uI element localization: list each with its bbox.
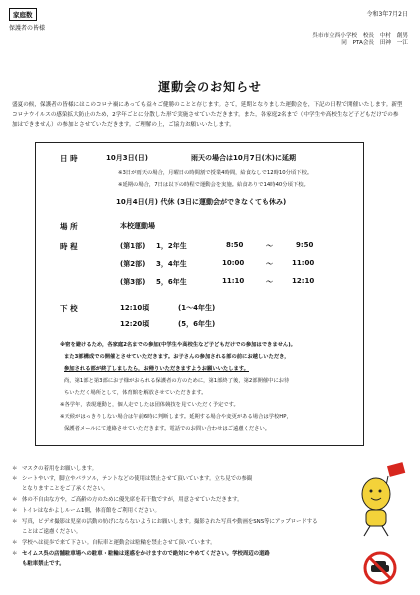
- mascot-eye: [379, 490, 382, 493]
- issue-date: 令和3年7月2日: [366, 11, 408, 18]
- event-details-box: [35, 142, 364, 446]
- sender-school-line: [308, 33, 408, 40]
- box-note: また3部構成での開催とさせていただきます。お子さんの参加される部の前にお越しいただき，: [64, 354, 290, 360]
- bullet-mark: ＊: [12, 551, 18, 557]
- bullet-mark: ＊: [12, 540, 18, 546]
- pta-surname: 田神: [379, 40, 392, 46]
- bullet-mark: ＊: [12, 466, 18, 472]
- schedule-grades: 5，6年生: [156, 278, 187, 286]
- note-item: [12, 528, 81, 537]
- schedule-grades: 3，4年生: [156, 260, 187, 268]
- note-text: 体の不自由な方や，ご高齢の方のために優先席を若干数ですが，用意させていただきます。: [22, 497, 243, 503]
- schedule-end: 11:00: [292, 259, 315, 267]
- note-item: [12, 496, 242, 505]
- box-note: ※各学年，表現運動と，個人走でしたは団体競技を見ていただく予定です。: [60, 402, 239, 408]
- bullet-mark: ＊: [12, 519, 18, 525]
- note-item: [12, 550, 270, 559]
- note-text: 学校へは徒歩で来て下さい。自転車と運動会は駐輪を禁止させて頂いています。: [22, 540, 216, 546]
- sender-block: [308, 33, 408, 47]
- substitute-holiday: 10月4日(月) 代休 (3日に運動会ができなくても休み): [116, 198, 287, 206]
- sender-pta-line: [308, 40, 408, 47]
- note-text: シートやいす，脚立やパラソル，テントなどの使用は禁止させて頂いています。立ち見での参観: [22, 476, 253, 482]
- box-note: 参加される部が終了しましたら，お帰りいただきますようお願いいたします。: [64, 366, 249, 372]
- date-label: 日 時: [60, 154, 78, 163]
- note-text: となりますことをご了承ください。: [22, 486, 109, 492]
- rain-date: 雨天の場合は10月7日(木)に延期: [191, 154, 297, 162]
- dismissal-time: 12:10頃: [120, 304, 150, 312]
- bullet-mark: ＊: [12, 476, 18, 482]
- schedule-end: 9:50: [296, 241, 314, 249]
- schedule-part: (第3部): [120, 278, 146, 286]
- dismissal-time: 12:20頃: [120, 320, 150, 328]
- dismissal-grades: (5，6年生): [178, 320, 216, 328]
- box-note: 尚，第1部と第3部にお子様がおられる保護者の方のために，第1部終了後，第2部開催中にお待: [64, 378, 290, 384]
- schedule-end: 12:10: [292, 277, 315, 285]
- place-value: 本校運動場: [120, 222, 155, 230]
- schedule-part: (第1部): [120, 242, 146, 250]
- pta-title: PTA会長: [352, 40, 375, 46]
- dismissal-label: 下 校: [60, 304, 78, 313]
- principal-surname: 中村: [379, 33, 392, 39]
- mascot-leg: [364, 526, 370, 536]
- event-date: 10月3日(日): [106, 154, 149, 162]
- schedule-start: 8:50: [226, 241, 244, 249]
- schedule-part: (第2部): [120, 260, 146, 268]
- principal-title: 校長: [362, 33, 375, 39]
- mascot-leg: [382, 526, 388, 536]
- note-text: も駐車禁止です。: [22, 561, 65, 567]
- note-item: [12, 465, 97, 474]
- mascot-illustration: [352, 458, 408, 540]
- note-item: [12, 560, 65, 569]
- category-tag: 家庭数: [9, 8, 37, 21]
- box-note: ちいただく場所として，体育館を解放させていただきます。: [64, 390, 207, 396]
- note-text: マスクの着用をお願いします。: [22, 466, 98, 472]
- intro-paragraph: 盛夏の候，保護者の皆様にはこのコロナ禍にあっても益々ご健勝のことと存じます。さて，延期となりました運動会を，下記の日程で開催いたします。新型コロナウイルスの感染拡大防止のため，2学年ごとに分散した形で実施させていただきます。また，各家庭2名まで（中学生や高校生など子どもだけでの参加はできません）の参加とさせていただきます。ご理解の上，ご協力お願いいたします。: [12, 102, 403, 128]
- schedule-grades: 1，2年生: [156, 242, 187, 250]
- bullet-mark: ＊: [12, 508, 18, 514]
- note-item: [12, 485, 108, 494]
- note-item: [12, 507, 160, 516]
- place-label: 場 所: [60, 222, 78, 231]
- mascot-eye: [370, 490, 373, 493]
- same-mark: 同: [341, 40, 347, 46]
- note-text: 写真，ビデオ撮影は児童の活動の妨げにならないようにお願いします。撮影された写真や動画をSNS等にアップロードする: [22, 519, 318, 525]
- note-item: [12, 539, 216, 548]
- schedule-start: 11:10: [222, 277, 245, 285]
- schedule-start: 10:00: [222, 259, 245, 267]
- note-item: [12, 475, 252, 484]
- page-title: 運動会のお知らせ: [158, 80, 262, 94]
- schedule-dash: 〜: [266, 242, 273, 250]
- box-note: ※密を避けるため，各家庭2名までの参加(中学生や高校生など子どもだけでの参加はできません)。: [60, 342, 296, 348]
- schedule-dash: 〜: [266, 260, 273, 268]
- mascot-head: [362, 478, 390, 510]
- schedule-dash: 〜: [266, 278, 273, 286]
- box-note: 保護者メールにて連絡させていただきます。電話でのお問い合わせはご遠慮ください。: [64, 426, 271, 432]
- note-text: ことはご遠慮ください。: [22, 529, 82, 535]
- recipient: 保護者の皆様: [9, 25, 46, 32]
- note-text: セイムス呉の店舗駐車場への駐車・駐輪は迷惑をかけますので絶対にやめてください。学校周辺の道路: [22, 551, 270, 557]
- box-note: ※天候がはっきりしない場合は午前6時に判断します。延期する場合や変更がある場合は学校HP，: [60, 414, 292, 420]
- pta-given-name: 一江: [396, 40, 408, 46]
- date-note-2: ※延期の場合，7日は以下の時程で運動会を実施。給食ありで14時40分頃下校。: [118, 182, 309, 188]
- dismissal-grades: (1〜4年生): [178, 304, 216, 312]
- date-note-1: ※3日が雨天の場合，月曜日の時間割で授業4時間，給食なしで12時10分頃下校。: [118, 170, 313, 176]
- no-parking-icon: [362, 550, 398, 586]
- red-flag-icon: [387, 462, 405, 477]
- mascot-body: [366, 510, 386, 526]
- schedule-label: 時 程: [60, 242, 78, 251]
- principal-given-name: 創男: [396, 33, 408, 39]
- bullet-mark: ＊: [12, 497, 18, 503]
- note-text: トイレはなかよしルーム1側，体育館をご利用ください。: [22, 508, 160, 514]
- note-item: [12, 518, 318, 527]
- school-name: 呉市市立西小学校: [312, 33, 358, 39]
